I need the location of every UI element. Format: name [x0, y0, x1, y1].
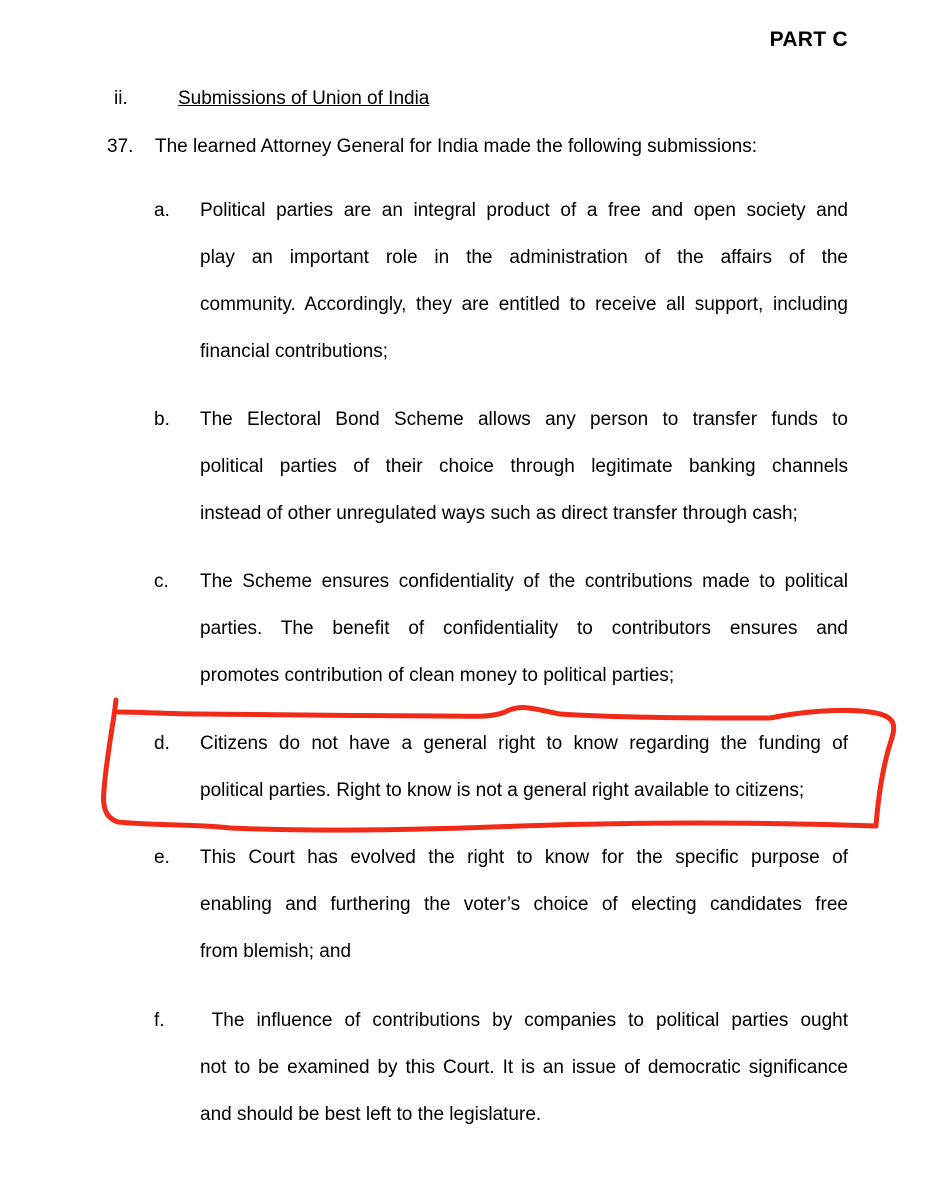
item-body — [200, 558, 848, 699]
item-line: Citizens do not have a general right to know regarding the funding of — [200, 733, 848, 754]
item-line: play an important role in the administration of the affairs of the — [200, 247, 848, 268]
item-body — [200, 187, 848, 375]
item-line: political parties of their choice through legitimate banking channels — [200, 456, 848, 477]
item-line: Political parties are an integral product of a free and open society and — [200, 200, 848, 221]
item-line: not to be examined by this Court. It is an issue of democratic significance — [200, 1057, 848, 1078]
item-letter: d. — [154, 733, 170, 754]
item-body — [200, 396, 848, 537]
item-letter: b. — [154, 409, 170, 430]
section-number: ii. — [114, 88, 128, 109]
item-body — [200, 997, 848, 1138]
item-letter: c. — [154, 571, 169, 592]
item-line: promotes contribution of clean money to political parties; — [200, 665, 675, 686]
item-line: community. Accordingly, they are entitled to receive all support, including — [200, 294, 848, 315]
item-line: financial contributions; — [200, 341, 388, 362]
item-line: from blemish; and — [200, 941, 352, 962]
item-line: The Scheme ensures confidentiality of the contributions made to political — [200, 571, 848, 592]
item-letter: e. — [154, 847, 170, 868]
section-title: Submissions of Union of India — [178, 88, 430, 109]
item-line: political parties. Right to know is not a general right available to citizens; — [200, 780, 805, 801]
paragraph-number: 37. — [107, 136, 134, 157]
item-line: This Court has evolved the right to know for the specific purpose of — [200, 847, 848, 868]
item-body — [200, 720, 848, 814]
item-letter: a. — [154, 200, 170, 221]
paragraph-text: The learned Attorney General for India made the following submissions: — [155, 136, 757, 157]
item-body — [200, 834, 848, 975]
item-line: and should be best left to the legislature. — [200, 1104, 542, 1125]
item-line: instead of other unregulated ways such as direct transfer through cash; — [200, 503, 798, 524]
item-line: The Electoral Bond Scheme allows any person to transfer funds to — [200, 409, 848, 430]
item-line: The influence of contributions by companies to political parties ought — [200, 1010, 848, 1031]
item-letter: f. — [154, 1010, 165, 1031]
item-line: enabling and furthering the voter’s choice of electing candidates free — [200, 894, 848, 915]
item-line: parties. The benefit of confidentiality to contributors ensures and — [200, 618, 848, 639]
part-label: PART C — [769, 28, 848, 51]
